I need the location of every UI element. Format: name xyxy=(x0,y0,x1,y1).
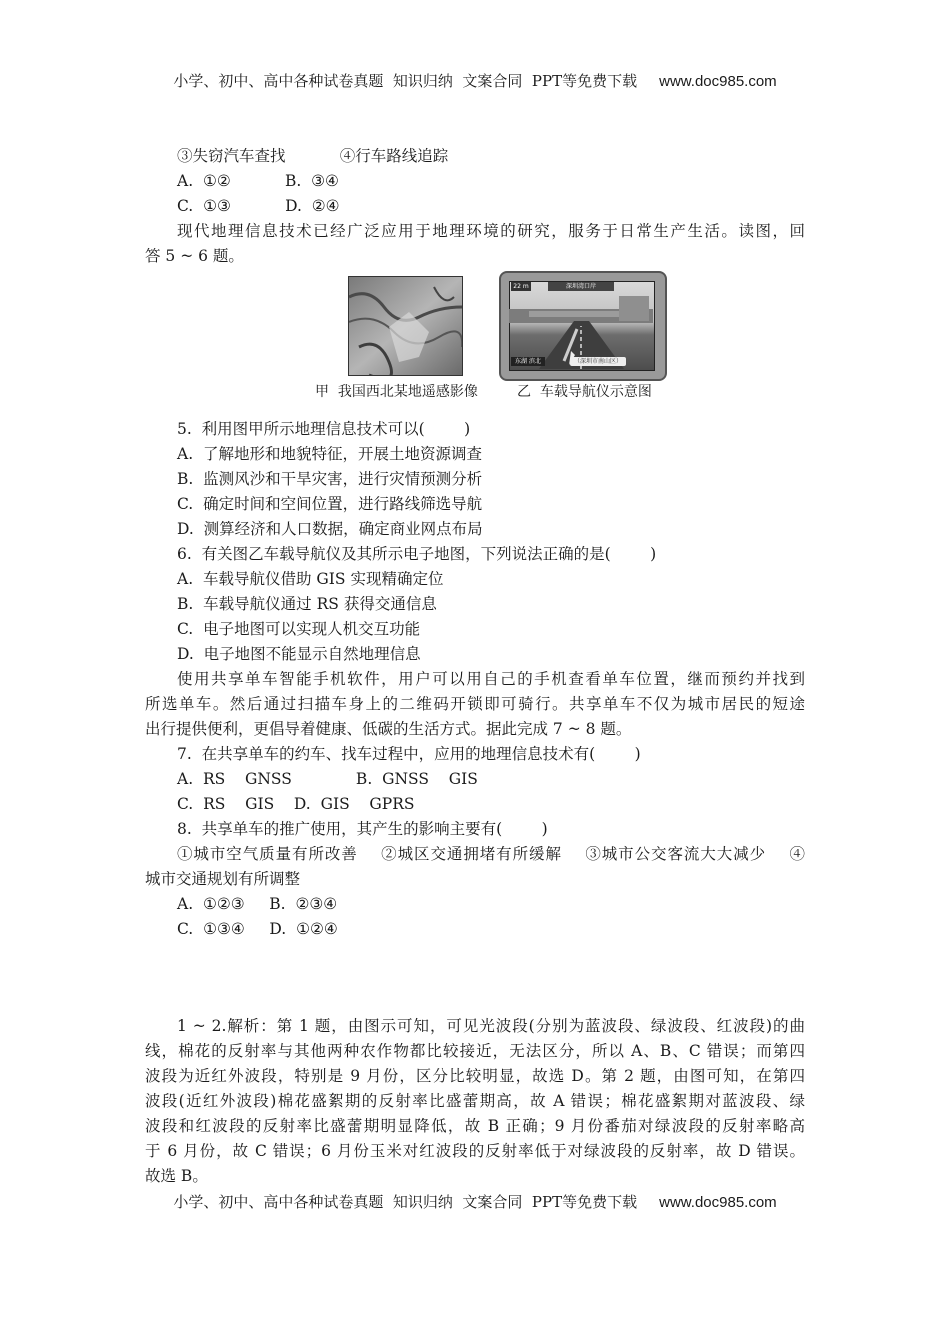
q5-option-a: A. 了解地形和地貌特征，开展土地资源调查 xyxy=(177,445,482,463)
q8-options-cd: C. ①③④ D. ①②④ xyxy=(177,920,338,938)
header-text: 小学、初中、高中各种试卷真题 知识归纳 文案合同 PPT等免费下载 xyxy=(173,72,638,90)
figure-yi-caption: 乙 车载导航仪示意图 xyxy=(517,384,652,400)
analysis-line-7: 故选 B。 xyxy=(145,1167,208,1185)
navigator-road-view xyxy=(509,281,653,369)
q6-option-a: A. 车载导航仪借助 GIS 实现精确定位 xyxy=(177,570,444,588)
navigator-destination: 深圳湾口岸 xyxy=(548,282,614,291)
q5-option-d: D. 测算经济和人口数据，确定商业网点布局 xyxy=(177,520,483,538)
intro-7-8-line-2: 所选单车。然后通过扫描车身上的二维码开锁即可骑行。共享单车不仅为城市居民的短途 xyxy=(145,695,805,713)
q5-option-c: C. 确定时间和空间位置，进行路线筛选导航 xyxy=(177,495,483,513)
analysis-line-5: 波段和红波段的反射率比盛蕾期明显降低，故 B 正确；9 月份番茄对绿波段的反射率略高 xyxy=(145,1117,805,1135)
q4-options-ab: A. ①② B. ③④ xyxy=(177,172,339,190)
q4-options-cd: C. ①③ D. ②④ xyxy=(177,197,340,215)
q7-stem: 7. 在共享单车的约车、找车过程中，应用的地理信息技术有( ) xyxy=(177,745,641,763)
navigator-district: （深圳市南山区） xyxy=(570,357,626,366)
page-footer xyxy=(0,1191,950,1212)
analysis-line-2: 线，棉花的反射率与其他两种农作物都比较接近，无法区分，所以 A、B、C 错误；而第四 xyxy=(145,1042,805,1060)
footer-text: 小学、初中、高中各种试卷真题 知识归纳 文案合同 PPT等免费下载 xyxy=(173,1193,638,1211)
page-header xyxy=(0,70,950,91)
intro-5-6-line-1: 现代地理信息技术已经广泛应用于地理环境的研究，服务于日常生产生活。读图，回 xyxy=(177,222,805,240)
intro-7-8-line-1: 使用共享单车智能手机软件，用户可以用自己的手机查看单车位置，继而预约并找到 xyxy=(177,670,805,688)
q6-option-c: C. 电子地图可以实现人机交互功能 xyxy=(177,620,421,638)
q5-stem: 5. 利用图甲所示地理信息技术可以( ) xyxy=(177,420,471,438)
intro-7-8-line-3: 出行提供便利，更倡导着健康、低碳的生活方式。据此完成 7 ~ 8 题。 xyxy=(145,720,632,738)
navigator-road-name: 东湖 滨北 xyxy=(511,357,545,366)
intro-5-6-line-2: 答 5 ~ 6 题。 xyxy=(145,247,244,265)
q8-stem: 8. 共享单车的推广使用，其产生的影响主要有( ) xyxy=(177,820,548,838)
q8-options-ab: A. ①②③ B. ②③④ xyxy=(177,895,338,913)
header-url[interactable]: www.doc985.com xyxy=(659,73,777,90)
q7-options-ab: A. RS GNSS B. GNSS GIS xyxy=(177,770,478,788)
footer-url[interactable]: www.doc985.com xyxy=(659,1194,777,1211)
remote-sensing-image xyxy=(348,276,463,376)
analysis-line-4: 波段(近红外波段)棉花盛絮期的反射率比盛蕾期高，故 A 错误；棉花盛絮期对蓝波段、绿 xyxy=(145,1092,805,1110)
q6-option-b: B. 车载导航仪通过 RS 获得交通信息 xyxy=(177,595,437,613)
q7-options-cd: C. RS GIS D. GIS GPRS xyxy=(177,795,415,813)
analysis-line-1: 1 ~ 2.解析：第 1 题，由图示可知，可见光波段(分别为蓝波段、绿波段、红波段)的曲 xyxy=(177,1017,805,1035)
navigator-speed: 22 m xyxy=(511,282,531,291)
figure-jia-caption: 甲 我国西北某地遥感影像 xyxy=(315,384,478,400)
analysis-line-3: 波段为近红外波段，特别是 9 月份，区分比较明显，故选 D。第 2 题，由图可知，在第四 xyxy=(145,1067,805,1085)
q8-statements-line-1: ①城市空气质量有所改善 ②城区交通拥堵有所缓解 ③城市公交客流大大减少 ④ xyxy=(177,845,805,863)
q4-option-line-1: ③失窃汽车查找 ④行车路线追踪 xyxy=(177,147,449,165)
q6-option-d: D. 电子地图不能显示自然地理信息 xyxy=(177,645,421,663)
analysis-line-6: 于 6 月份，故 C 错误；6 月份玉米对红波段的反射率低于对绿波段的反射率，故 D 错误。 xyxy=(145,1142,805,1160)
q5-option-b: B. 监测风沙和干旱灾害，进行灾情预测分析 xyxy=(177,470,483,488)
q6-stem: 6. 有关图乙车载导航仪及其所示电子地图，下列说法正确的是( ) xyxy=(177,545,657,563)
q8-statements-line-2: 城市交通规划有所调整 xyxy=(145,870,301,888)
